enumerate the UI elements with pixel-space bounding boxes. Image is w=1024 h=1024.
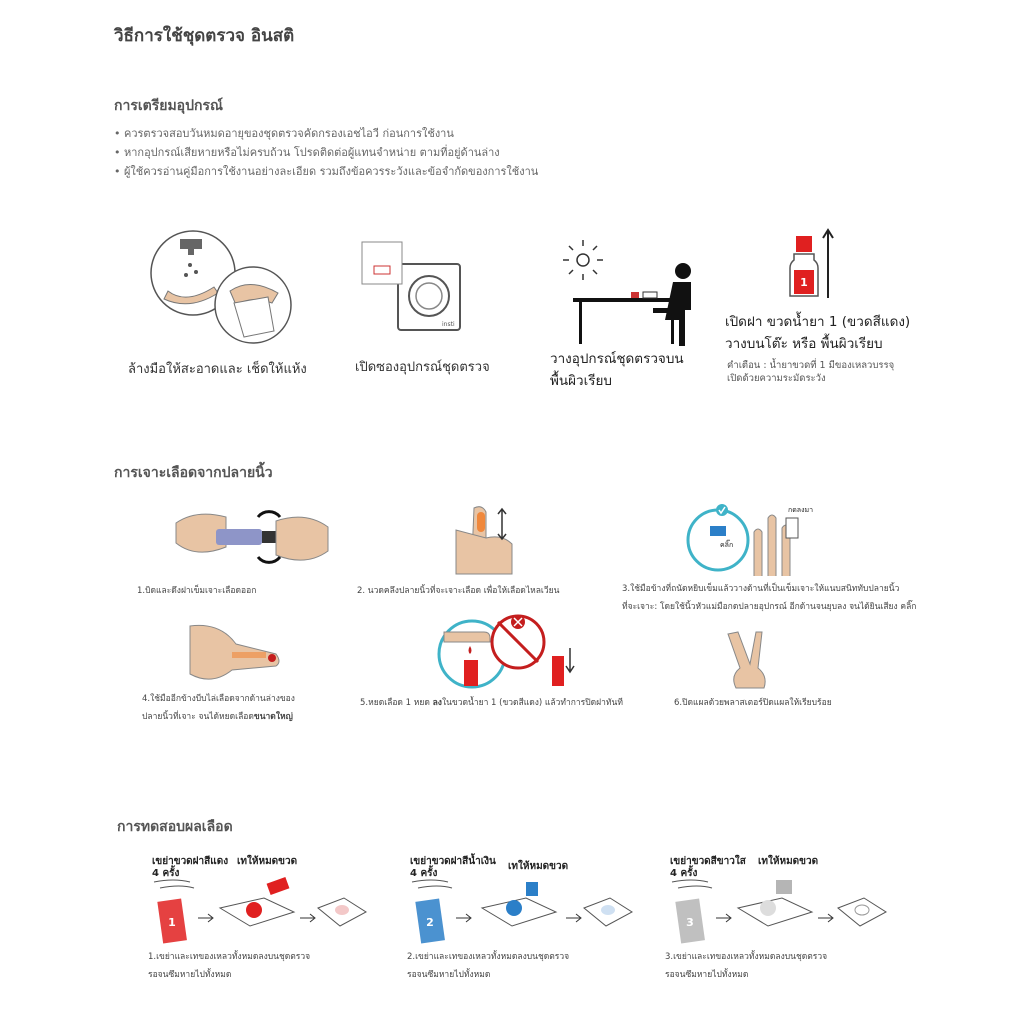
prep-step-2-caption: เปิดซองอุปกรณ์ชุดตรวจ [355,360,490,375]
prep-heading: การเตรียมอุปกรณ์ [114,98,223,114]
open-pouch-illustration [360,240,470,340]
prep-step-4-warning: คำเตือน : น้ำยาขวดที่ 1 มีของเหลวบรรจุ เปิดด้วยความระมัดระวัง [727,360,895,384]
prep-bullets [114,124,538,181]
test-3-times: 4 ครั้ง [670,868,698,879]
drop-blood-illustration [438,612,578,694]
prick-step-6-caption: 6.ปิดแผลด้วยพลาสเตอร์ปิดแผลให้เรียบร้อย [674,698,832,708]
test-3-pour: เทให้หมดขวด [758,856,819,867]
prick-step-2-caption: 2. นวดคลึงปลายนิ้วที่จะเจาะเลือด เพื่อให้เลือดไหลเวียน [357,586,560,596]
peace-hand-illustration [730,628,780,690]
lancet-twist-illustration [172,505,332,575]
arrow-down-icon [566,648,574,672]
sun-icon [577,254,589,266]
prep-bullet: • ควรตรวจสอบวันหมดอายุของชุดตรวจคัดกรองเอชไอวี ก่อนการใช้งาน [114,127,454,140]
test-2-caption: 2.เขย่าและเทของเหลวทั้งหมดลงบนชุดตรวจ รอจนซึมหายไปทั้งหมด [407,952,570,980]
svg-text:1: 1 [168,916,176,929]
arrow-up-icon [823,230,833,298]
blood-drop-icon [268,654,276,662]
test-1-pour: เทให้หมดขวด [237,856,298,867]
test-1-times: 4 ครั้ง [152,868,180,879]
prep-step-4-caption: เปิดฝา ขวดน้ำยา 1 (ขวดสีแดง) วางบนโต๊ะ หรือ พื้นผิวเรียบ [725,314,911,352]
bottle-label: 1 [800,276,808,289]
prick-step-4-caption: 4.ใช้มืออีกข้างบีบไล่เลือดจากด้านล่างของ ปลายนิ้วที่เจาะ จนได้หยดเลือดขนาดใหญ่ [142,694,295,722]
prep-step-3-caption: วางอุปกรณ์ชุดตรวจบน พื้นผิวเรียบ [550,351,684,389]
test-2-shake: เขย่าขวดฝาสีน้ำเงิน [410,856,496,867]
test-2-pour: เทให้หมดขวด [508,861,569,872]
test-2-times: 4 ครั้ง [410,868,438,879]
squeeze-finger-illustration [186,622,282,688]
prep-bullet: • หากอุปกรณ์เสียหายหรือไม่ครบถ้วน โปรดติดต่อผู้แทนจำหน่าย ตามที่อยู่ด้านล่าง [114,146,500,159]
test-3-shake: เขย่าขวดสีขาวใส [670,856,746,867]
svg-text:2: 2 [426,916,434,929]
test-1-illustration [150,878,370,944]
svg-text:3: 3 [686,916,694,929]
prick-heading: การเจาะเลือดจากปลายนิ้ว [114,465,273,481]
prick-step-3-caption: 3.ใช้มือข้างที่ถนัดหยิบเข็มแล้ววางด้านที่เป็นเข็มเจาะให้แนบสนิททับปลายนิ้ว ที่จะเจาะ: โดยใช้นิ้วหัวแม่มือกดปลายอุปกรณ์ อีกด้านจนยุบลง จนได้ยินเสียง คลิ๊ก [622,584,917,612]
test-3-illustration [668,878,898,944]
test-2-illustration [408,878,638,944]
prep-bullet: • ผู้ใช้ควรอ่านคู่มือการใช้งานอย่างละเอียด รวมถึงข้อควรระวังและข้อจำกัดของการใช้งาน [114,165,539,178]
prick-step-1-caption: 1.บิดและดึงฝาเข็มเจาะเลือดออก [137,586,257,596]
device-brand: insti [442,321,455,328]
prick-step-5-caption: 5.หยดเลือด 1 หยด ลงในขวดน้ำยา 1 (ขวดสีแดง) แล้วทำการปิดฝาทันที [360,698,623,708]
test-heading: การทดสอบผลเลือด [117,819,233,835]
bottle-1-illustration [790,228,840,303]
press-label: กดลงมา [788,506,814,514]
table-illustration [565,238,700,348]
massage-arrow-icon [498,509,506,539]
press-lancet-illustration [684,500,824,582]
click-label: คลิ๊ก [720,541,734,549]
prep-step-1-caption: ล้างมือให้สะอาดและ เช็ดให้แห้ง [128,362,307,377]
wash-hands-illustration [150,225,300,355]
test-1-caption: 1.เขย่าและเทของเหลวทั้งหมดลงบนชุดตรวจ รอจนซึมหายไปทั้งหมด [148,952,311,980]
test-3-caption: 3.เขย่าและเทของเหลวทั้งหมดลงบนชุดตรวจ รอจนซึมหายไปทั้งหมด [665,952,828,980]
test-1-shake: เขย่าขวดฝาสีแดง [152,856,229,867]
page-title: วิธีการใช้ชุดตรวจ อินสติ [114,26,295,46]
massage-finger-illustration [446,500,526,580]
